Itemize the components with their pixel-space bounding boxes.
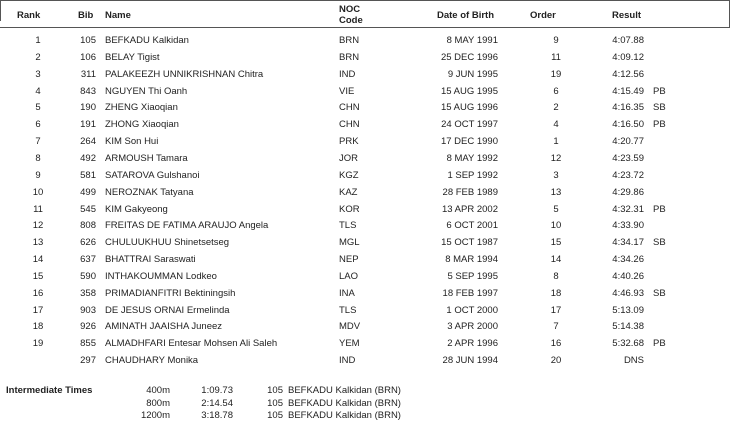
cell-order: 2 (553, 102, 559, 114)
cell-rank: 3 (35, 68, 41, 80)
cell-rank: 13 (32, 237, 44, 249)
cell-result: 4:32.31 (612, 203, 644, 215)
cell-name: KIM Son Hui (105, 136, 159, 148)
cell-dob: 2 APR 1996 (447, 338, 498, 350)
table-row (0, 86, 738, 103)
cell-name: CHAUDHARY Monika (105, 355, 199, 367)
split-leader: BEFKADU Kalkidan (BRN) (288, 410, 401, 421)
cell-result: 5:14.38 (612, 321, 644, 333)
cell-order: 7 (553, 321, 559, 333)
cell-noc: TLS (339, 220, 357, 232)
cell-dob: 15 AUG 1996 (440, 102, 498, 114)
cell-bib: 190 (80, 102, 96, 114)
cell-name: ZHENG Xiaoqian (105, 102, 178, 114)
split-bib: 105 (267, 397, 283, 409)
cell-dob: 6 OCT 2001 (446, 220, 498, 232)
split-dist: 400m (146, 385, 170, 396)
table-row (0, 102, 738, 119)
cell-name: FREITAS DE FATIMA ARAUJO Angela (105, 220, 269, 232)
split-time: 2:14.54 (201, 397, 233, 409)
cell-flag: PB (653, 85, 666, 97)
cell-bib: 903 (80, 304, 96, 316)
cell-noc: CHN (339, 119, 360, 131)
cell-dob: 9 JUN 1995 (447, 68, 498, 80)
cell-name: ZHONG Xiaoqian (105, 119, 179, 131)
cell-rank: 18 (32, 321, 44, 333)
split-dist: 800m (146, 397, 170, 409)
table-header (0, 0, 730, 28)
cell-name: ALMADHFARI Entesar Mohsen Ali Saleh (105, 338, 278, 350)
cell-rank: 9 (35, 169, 41, 181)
cell-noc: NEP (339, 254, 359, 266)
cell-rank: 15 (32, 270, 44, 282)
header-bib: Bib (78, 10, 94, 21)
cell-name: NGUYEN Thi Oanh (105, 85, 188, 97)
cell-result: 4:15.49 (612, 85, 644, 97)
cell-order: 17 (550, 304, 562, 316)
cell-order: 8 (553, 270, 559, 282)
cell-noc: LAO (339, 270, 359, 282)
header-dob: Date of Birth (437, 10, 494, 21)
cell-name: PALAKEEZH UNNIKRISHNAN Chitra (105, 68, 264, 80)
cell-result: 4:16.50 (612, 119, 644, 131)
cell-name: BHATTRAI Saraswati (105, 254, 196, 266)
cell-name: KIM Gakyeong (105, 203, 168, 215)
cell-bib: 105 (80, 35, 96, 46)
intermediate-label: Intermediate Times (6, 385, 93, 396)
cell-rank: 8 (35, 152, 41, 164)
cell-noc: MGL (339, 237, 360, 249)
cell-dob: 3 APR 2000 (447, 321, 498, 333)
cell-noc: CHN (339, 102, 360, 114)
cell-result: 5:13.09 (612, 304, 644, 316)
table-row (0, 69, 738, 86)
cell-rank: 5 (35, 102, 41, 114)
cell-dob: 8 MAY 1991 (446, 35, 498, 46)
cell-noc: BRN (339, 35, 360, 46)
cell-rank: 14 (32, 254, 44, 266)
cell-noc: YEM (339, 338, 360, 350)
cell-order: 18 (550, 287, 562, 299)
table-row (0, 355, 738, 372)
cell-noc: IND (339, 355, 356, 367)
table-row (0, 271, 738, 288)
cell-rank: 7 (35, 136, 41, 148)
cell-result: 4:46.93 (612, 287, 644, 299)
cell-result: 4:40.26 (612, 270, 644, 282)
cell-flag: PB (653, 338, 666, 350)
cell-rank: 16 (32, 287, 44, 299)
cell-rank: 6 (35, 119, 41, 131)
cell-flag: PB (653, 119, 666, 131)
cell-noc: VIE (339, 85, 355, 97)
cell-dob: 8 MAR 1994 (445, 254, 498, 266)
split-time: 1:09.73 (201, 385, 233, 396)
cell-noc: MDV (339, 321, 361, 333)
cell-noc: JOR (339, 152, 358, 164)
cell-result: 4:34.26 (612, 254, 644, 266)
cell-result: 4:34.17 (612, 237, 644, 249)
cell-name: BEFKADU Kalkidan (105, 35, 189, 46)
cell-order: 11 (551, 51, 561, 63)
cell-bib: 808 (80, 220, 96, 232)
cell-bib: 843 (80, 85, 96, 97)
cell-result: 4:29.86 (612, 186, 644, 198)
cell-dob: 28 JUN 1994 (442, 355, 498, 367)
cell-bib: 590 (80, 270, 96, 282)
cell-noc: KGZ (339, 169, 359, 181)
cell-result: DNS (623, 355, 644, 367)
cell-bib: 297 (80, 355, 96, 367)
cell-noc: TLS (339, 304, 357, 316)
cell-rank: 17 (32, 304, 44, 316)
cell-order: 13 (550, 186, 562, 198)
table-row (0, 170, 738, 187)
cell-flag: PB (653, 203, 666, 215)
cell-bib: 106 (80, 51, 96, 63)
table-row (0, 288, 738, 305)
table-row (0, 305, 738, 322)
cell-order: 15 (550, 237, 562, 249)
cell-name: CHULUUKHUU Shinetsetseg (105, 237, 230, 249)
header-rank: Rank (17, 10, 41, 21)
cell-rank: 2 (35, 51, 41, 63)
table-row (0, 187, 738, 204)
cell-rank: 19 (32, 338, 44, 350)
cell-bib: 264 (80, 136, 96, 148)
cell-dob: 17 DEC 1990 (440, 136, 498, 148)
cell-dob: 28 FEB 1989 (442, 186, 498, 198)
table-row (0, 237, 738, 254)
cell-dob: 13 APR 2002 (442, 203, 498, 215)
cell-result: 4:16.35 (612, 102, 644, 114)
cell-name: INTHAKOUMMAN Lodkeo (105, 270, 217, 282)
cell-flag: SB (653, 237, 666, 249)
table-row (0, 35, 738, 52)
cell-order: 12 (550, 152, 562, 164)
cell-result: 4:33.90 (612, 220, 644, 232)
cell-bib: 311 (80, 68, 96, 80)
table-row (0, 321, 738, 338)
cell-name: PRIMADIANFITRI Bektiningsih (105, 287, 236, 299)
cell-bib: 926 (80, 321, 96, 333)
cell-bib: 499 (80, 186, 96, 198)
cell-order: 4 (553, 119, 559, 131)
cell-result: 4:23.59 (612, 152, 644, 164)
cell-order: 20 (550, 355, 562, 367)
cell-name: SATAROVA Gulshanoi (105, 169, 200, 181)
cell-order: 5 (553, 203, 559, 215)
cell-bib: 626 (80, 237, 96, 249)
cell-dob: 25 DEC 1996 (440, 51, 498, 63)
cell-noc: INA (339, 287, 355, 299)
cell-rank: 10 (32, 186, 44, 198)
cell-name: ARMOUSH Tamara (105, 152, 188, 164)
cell-bib: 855 (80, 338, 96, 350)
cell-flag: SB (653, 287, 666, 299)
split-bib: 105 (267, 385, 283, 396)
cell-noc: KAZ (339, 186, 358, 198)
cell-bib: 581 (80, 169, 96, 181)
table-row (0, 136, 738, 153)
cell-result: 4:23.72 (612, 169, 644, 181)
cell-order: 14 (550, 254, 562, 266)
cell-result: 4:20.77 (612, 136, 644, 148)
cell-bib: 545 (80, 203, 96, 215)
cell-dob: 8 MAY 1992 (446, 152, 498, 164)
cell-name: DE JESUS ORNAI Ermelinda (105, 304, 230, 316)
cell-name: BELAY Tigist (105, 51, 160, 63)
cell-dob: 24 OCT 1997 (441, 119, 498, 131)
cell-order: 16 (550, 338, 562, 350)
split-leader: BEFKADU Kalkidan (BRN) (288, 397, 401, 409)
cell-bib: 191 (80, 119, 96, 131)
cell-name: AMINATH JAAISHA Juneez (105, 321, 223, 333)
cell-order: 3 (553, 169, 559, 181)
cell-order: 19 (550, 68, 562, 80)
cell-rank: 12 (32, 220, 44, 232)
cell-rank: 11 (33, 203, 43, 215)
cell-noc: KOR (339, 203, 360, 215)
cell-dob: 15 AUG 1995 (440, 85, 498, 97)
header-noc: NOC (339, 4, 361, 15)
table-row (0, 220, 738, 237)
cell-name: NEROZNAK Tatyana (105, 186, 194, 198)
cell-rank: 4 (35, 85, 41, 97)
cell-flag: SB (653, 102, 666, 114)
header-code: Code (339, 15, 363, 26)
table-row (0, 204, 738, 221)
table-row (0, 119, 738, 136)
table-row (0, 254, 738, 271)
split-dist: 1200m (140, 410, 170, 421)
cell-result: 4:12.56 (612, 68, 644, 80)
cell-order: 1 (553, 136, 559, 148)
cell-dob: 1 OCT 2000 (446, 304, 498, 316)
cell-result: 4:09.12 (612, 51, 644, 63)
cell-order: 9 (553, 35, 559, 46)
split-time: 3:18.78 (201, 410, 233, 421)
cell-result: 4:07.88 (612, 35, 644, 46)
split-leader: BEFKADU Kalkidan (BRN) (288, 385, 401, 396)
cell-order: 10 (550, 220, 562, 232)
header-order: Order (530, 10, 556, 21)
cell-dob: 15 OCT 1987 (441, 237, 498, 249)
cell-bib: 492 (80, 152, 96, 164)
header-name: Name (105, 10, 131, 21)
cell-order: 6 (553, 85, 559, 97)
table-row (0, 153, 738, 170)
split-bib: 105 (267, 410, 283, 421)
cell-bib: 637 (80, 254, 96, 266)
header-result: Result (612, 10, 642, 21)
cell-dob: 5 SEP 1995 (447, 270, 498, 282)
cell-noc: PRK (339, 136, 359, 148)
cell-result: 5:32.68 (612, 338, 644, 350)
cell-dob: 1 SEP 1992 (447, 169, 498, 181)
cell-noc: IND (339, 68, 356, 80)
cell-rank: 1 (35, 35, 41, 46)
table-row (0, 338, 738, 355)
cell-noc: BRN (339, 51, 360, 63)
cell-bib: 358 (80, 287, 96, 299)
table-row (0, 52, 738, 69)
cell-dob: 18 FEB 1997 (442, 287, 498, 299)
